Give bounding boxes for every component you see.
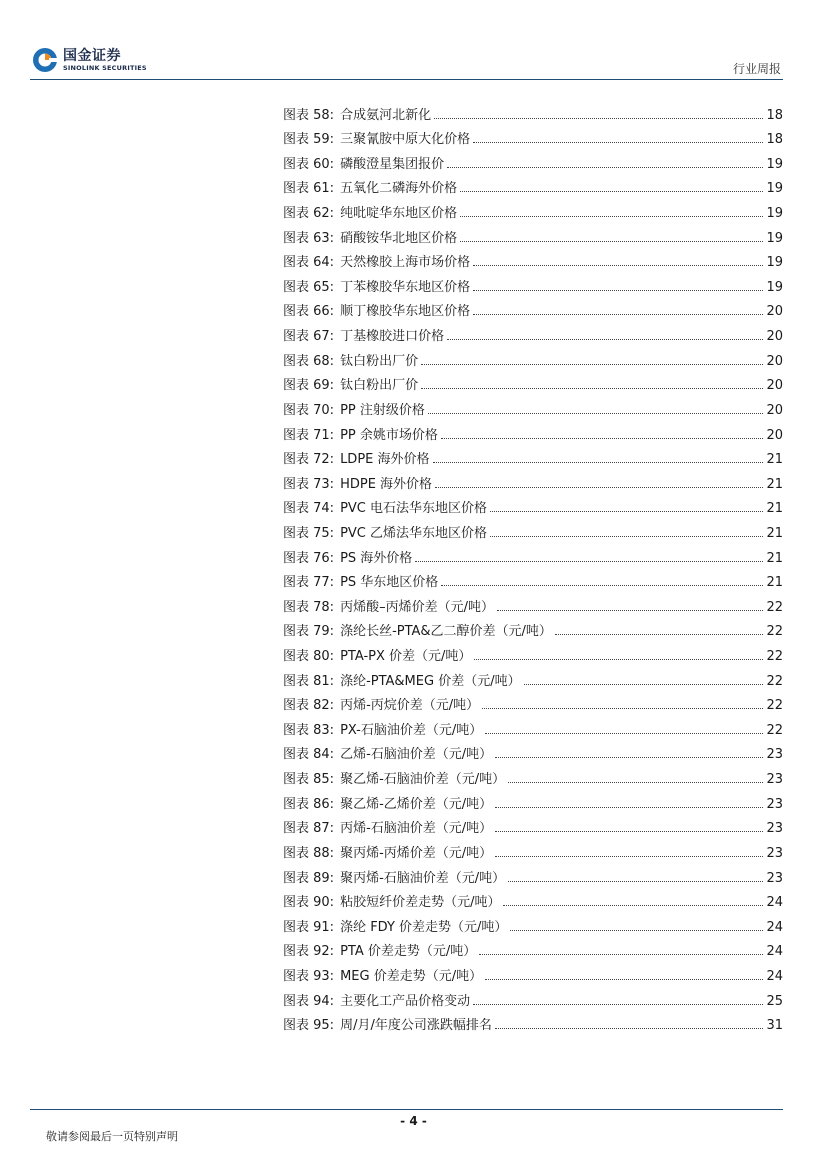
toc-entry-label: 图表 74: <box>283 501 335 517</box>
toc-entry-page: 20 <box>766 304 783 320</box>
toc-entry[interactable] <box>283 737 783 762</box>
toc-entry-title: PX-石脑油价差（元/吨） <box>340 722 483 738</box>
toc-dot-leader <box>460 241 763 242</box>
toc-entry-page: 18 <box>766 107 783 123</box>
toc-dot-leader <box>555 634 764 635</box>
toc-entry-page: 20 <box>766 402 783 418</box>
toc-entry-label: 图表 68: <box>283 353 335 369</box>
toc-entry-label: 图表 77: <box>283 575 335 591</box>
toc-entry[interactable] <box>283 122 783 147</box>
toc-entry-page: 19 <box>766 255 783 271</box>
toc-entry-page: 19 <box>766 206 783 222</box>
toc-dot-leader <box>428 413 764 414</box>
toc-entry-title: 钛白粉出厂价 <box>340 378 419 394</box>
toc-entry[interactable] <box>283 417 783 442</box>
toc-entry-title: 聚乙烯-石脑油价差（元/吨） <box>340 772 506 788</box>
toc-entry-title: 三聚氰胺中原大化价格 <box>340 132 471 148</box>
toc-entry[interactable] <box>283 983 783 1008</box>
toc-entry-title: 硝酸铵华北地区价格 <box>340 230 458 246</box>
toc-dot-leader <box>508 881 763 882</box>
disclaimer-text: 敬请参阅最后一页特别声明 <box>46 1130 178 1143</box>
toc-entry-page: 31 <box>766 1018 783 1034</box>
toc-dot-leader <box>473 1004 763 1005</box>
toc-entry-title: 丁苯橡胶华东地区价格 <box>340 279 471 295</box>
toc-entry[interactable] <box>283 663 783 688</box>
toc-entry[interactable] <box>283 491 783 516</box>
toc-entry-title: 五氧化二磷海外价格 <box>340 181 458 197</box>
toc-entry-page: 19 <box>766 181 783 197</box>
toc-entry-page: 22 <box>766 649 783 665</box>
toc-entry-title: 丙烯酸–丙烯价差（元/吨） <box>340 599 494 615</box>
toc-entry-page: 20 <box>766 329 783 345</box>
toc-entry-title: PS 海外价格 <box>340 550 413 566</box>
logo-mark-icon <box>32 47 58 73</box>
toc-entry-title: 丙烯-丙烷价差（元/吨） <box>340 698 480 714</box>
company-logo <box>32 47 147 73</box>
toc-entry-page: 23 <box>766 821 783 837</box>
toc-entry-title: 周/月/年度公司涨跌幅排名 <box>340 1018 492 1034</box>
toc-entry-page: 23 <box>766 772 783 788</box>
toc-entry-label: 图表 72: <box>283 452 335 468</box>
toc-entry-label: 图表 78: <box>283 599 335 615</box>
toc-entry-label: 图表 79: <box>283 624 335 640</box>
toc-entry-page: 24 <box>766 895 783 911</box>
toc-entry-title: PS 华东地区价格 <box>340 575 439 591</box>
toc-dot-leader <box>485 979 763 980</box>
toc-entry-page: 23 <box>766 796 783 812</box>
page-header <box>0 0 827 80</box>
toc-entry[interactable] <box>283 860 783 885</box>
toc-entry-label: 图表 73: <box>283 476 335 492</box>
toc-entry[interactable] <box>283 835 783 860</box>
page-number: - 4 - <box>400 1114 427 1128</box>
toc-dot-leader <box>495 831 763 832</box>
toc-entry-label: 图表 75: <box>283 525 335 541</box>
toc-entry-page: 21 <box>766 525 783 541</box>
toc-entry-title: 乙烯-石脑油价差（元/吨） <box>340 747 493 763</box>
toc-entry[interactable] <box>283 909 783 934</box>
toc-entry-page: 24 <box>766 968 783 984</box>
toc-entry[interactable] <box>283 761 783 786</box>
toc-dot-leader <box>415 561 763 562</box>
toc-entry[interactable] <box>283 220 783 245</box>
toc-entry-label: 图表 63: <box>283 230 335 246</box>
toc-dot-leader <box>503 905 763 906</box>
toc-dot-leader <box>447 339 763 340</box>
toc-entry-label: 图表 60: <box>283 156 335 172</box>
toc-entry[interactable] <box>283 1008 783 1033</box>
toc-dot-leader <box>447 167 763 168</box>
toc-entry-page: 20 <box>766 378 783 394</box>
toc-entry-label: 图表 91: <box>283 919 335 935</box>
toc-entry-label: 图表 58: <box>283 107 335 123</box>
toc-entry[interactable] <box>283 638 783 663</box>
toc-entry-label: 图表 95: <box>283 1018 335 1034</box>
toc-entry-label: 图表 80: <box>283 649 335 665</box>
toc-dot-leader <box>441 585 763 586</box>
toc-dot-leader <box>485 733 763 734</box>
toc-entry[interactable] <box>283 565 783 590</box>
toc-entry[interactable] <box>283 245 783 270</box>
toc-entry-label: 图表 83: <box>283 722 335 738</box>
header-divider <box>30 79 783 80</box>
footer-divider <box>30 1109 783 1110</box>
toc-dot-leader <box>490 536 763 537</box>
toc-dot-leader <box>473 265 763 266</box>
toc-dot-leader <box>441 438 764 439</box>
toc-entry-title: 钛白粉出厂价 <box>340 353 419 369</box>
toc-entry-page: 21 <box>766 575 783 591</box>
toc-entry-label: 图表 67: <box>283 329 335 345</box>
toc-entry-page: 21 <box>766 501 783 517</box>
toc-entry-title: 丙烯-石脑油价差（元/吨） <box>340 821 493 837</box>
toc-entry-title: MEG 价差走势（元/吨） <box>340 968 483 984</box>
toc-dot-leader <box>479 954 763 955</box>
toc-entry[interactable] <box>283 688 783 713</box>
toc-entry[interactable] <box>283 614 783 639</box>
toc-entry[interactable] <box>283 466 783 491</box>
report-type: 行业周报 <box>732 62 781 76</box>
toc-dot-leader <box>508 782 763 783</box>
toc-entry-page: 19 <box>766 230 783 246</box>
toc-entry[interactable] <box>283 146 783 171</box>
toc-entry-page: 22 <box>766 624 783 640</box>
toc-entry[interactable] <box>283 294 783 319</box>
toc-dot-leader <box>434 118 763 119</box>
toc-entry-label: 图表 64: <box>283 255 335 271</box>
toc-dot-leader <box>490 511 763 512</box>
toc-entry-label: 图表 85: <box>283 772 335 788</box>
toc-entry-page: 23 <box>766 870 783 886</box>
toc-dot-leader <box>495 1028 764 1029</box>
toc-entry-label: 图表 90: <box>283 895 335 911</box>
toc-dot-leader <box>473 290 763 291</box>
toc-entry-page: 21 <box>766 476 783 492</box>
toc-entry-title: PP 余姚市场价格 <box>340 427 438 443</box>
toc-dot-leader <box>510 930 763 931</box>
toc-entry-page: 21 <box>766 550 783 566</box>
toc-entry-title: HDPE 海外价格 <box>340 476 433 492</box>
toc-entry[interactable] <box>283 589 783 614</box>
toc-entry-page: 19 <box>766 156 783 172</box>
toc-entry-page: 20 <box>766 353 783 369</box>
toc-entry-page: 22 <box>766 599 783 615</box>
toc-dot-leader <box>473 314 763 315</box>
toc-entry-title: 涤纶 FDY 价差走势（元/吨） <box>340 919 508 935</box>
toc-entry-label: 图表 66: <box>283 304 335 320</box>
toc-entry-title: 丁基橡胶进口价格 <box>340 329 445 345</box>
toc-entry-page: 18 <box>766 132 783 148</box>
toc-entry-label: 图表 76: <box>283 550 335 566</box>
toc-entry-label: 图表 61: <box>283 181 335 197</box>
toc-entry-page: 23 <box>766 747 783 763</box>
toc-entry[interactable] <box>283 195 783 220</box>
logo-en-text: SINOLINK SECURITIES <box>63 63 147 72</box>
toc-dot-leader <box>474 659 763 660</box>
toc-entry-label: 图表 92: <box>283 944 335 960</box>
toc-entry[interactable] <box>283 171 783 196</box>
toc-entry-label: 图表 87: <box>283 821 335 837</box>
toc-entry-title: 涤纶-PTA&MEG 价差（元/吨） <box>340 673 521 689</box>
toc-entry[interactable] <box>283 269 783 294</box>
toc-dot-leader <box>433 462 764 463</box>
toc-entry[interactable] <box>283 515 783 540</box>
toc-entry[interactable] <box>283 540 783 565</box>
toc-entry[interactable] <box>283 442 783 467</box>
toc-entry-title: PP 注射级价格 <box>340 402 425 418</box>
toc-dot-leader <box>460 191 763 192</box>
toc-dot-leader <box>495 807 763 808</box>
toc-entry-page: 25 <box>766 993 783 1009</box>
toc-entry[interactable] <box>283 811 783 836</box>
toc-dot-leader <box>421 364 763 365</box>
toc-entry-page: 22 <box>766 673 783 689</box>
toc-entry[interactable] <box>283 97 783 122</box>
toc-entry-title: 磷酸澄星集团报价 <box>340 156 445 172</box>
toc-entry-page: 21 <box>766 452 783 468</box>
toc-entry-label: 图表 86: <box>283 796 335 812</box>
toc-dot-leader <box>497 610 764 611</box>
toc-entry[interactable] <box>283 368 783 393</box>
toc-entry-label: 图表 94: <box>283 993 335 1009</box>
toc-dot-leader <box>482 708 763 709</box>
toc-entry-page: 24 <box>766 919 783 935</box>
toc-entry[interactable] <box>283 392 783 417</box>
toc-dot-leader <box>473 142 763 143</box>
toc-entry-page: 24 <box>766 944 783 960</box>
toc-entry[interactable] <box>283 958 783 983</box>
toc-entry-page: 19 <box>766 279 783 295</box>
toc-entry-title: 涤纶长丝-PTA&乙二醇价差（元/吨） <box>340 624 552 640</box>
toc-entry-label: 图表 71: <box>283 427 335 443</box>
toc-entry-page: 22 <box>766 698 783 714</box>
toc-entry-page: 23 <box>766 845 783 861</box>
toc-dot-leader <box>460 216 763 217</box>
toc-entry-label: 图表 81: <box>283 673 335 689</box>
toc-entry-title: 聚乙烯-乙烯价差（元/吨） <box>340 796 493 812</box>
toc-dot-leader <box>495 757 763 758</box>
toc-entry-label: 图表 59: <box>283 132 335 148</box>
toc-entry-title: 主要化工产品价格变动 <box>340 993 471 1009</box>
toc-entry-title: PTA-PX 价差（元/吨） <box>340 649 472 665</box>
toc-entry-title: 粘胶短纤价差走势（元/吨） <box>340 895 501 911</box>
toc-dot-leader <box>524 684 764 685</box>
toc-entry[interactable] <box>283 712 783 737</box>
toc-dot-leader <box>421 388 763 389</box>
logo-cn-text: 国金证券 <box>63 47 121 64</box>
toc-entry-title: PTA 价差走势（元/吨） <box>340 944 477 960</box>
toc-entry[interactable] <box>283 885 783 910</box>
toc-entry-page: 22 <box>766 722 783 738</box>
toc-entry-label: 图表 93: <box>283 968 335 984</box>
toc-entry-page: 20 <box>766 427 783 443</box>
toc-entry-title: 聚丙烯-石脑油价差（元/吨） <box>340 870 506 886</box>
toc-entry-label: 图表 62: <box>283 206 335 222</box>
toc-entry-label: 图表 84: <box>283 747 335 763</box>
toc-entry[interactable] <box>283 786 783 811</box>
toc-entry-title: 合成氨河北新化 <box>340 107 432 123</box>
toc-entry-title: 顺丁橡胶华东地区价格 <box>340 304 471 320</box>
toc-entry-title: 聚丙烯-丙烯价差（元/吨） <box>340 845 493 861</box>
toc-entry-label: 图表 65: <box>283 279 335 295</box>
toc-entry[interactable] <box>283 343 783 368</box>
toc-entry-title: 纯吡啶华东地区价格 <box>340 206 458 222</box>
toc-entry[interactable] <box>283 318 783 343</box>
toc-entry-title: LDPE 海外价格 <box>340 452 430 468</box>
toc-entry-label: 图表 89: <box>283 870 335 886</box>
toc-entry-title: 天然橡胶上海市场价格 <box>340 255 471 271</box>
toc-dot-leader <box>435 487 763 488</box>
toc-dot-leader <box>495 856 763 857</box>
table-of-contents <box>283 97 783 1032</box>
toc-entry-label: 图表 82: <box>283 698 335 714</box>
toc-entry-title: PVC 乙烯法华东地区价格 <box>340 525 488 541</box>
toc-entry-title: PVC 电石法华东地区价格 <box>340 501 488 517</box>
toc-entry-label: 图表 88: <box>283 845 335 861</box>
toc-entry-label: 图表 69: <box>283 378 335 394</box>
toc-entry-label: 图表 70: <box>283 402 335 418</box>
toc-entry[interactable] <box>283 934 783 959</box>
